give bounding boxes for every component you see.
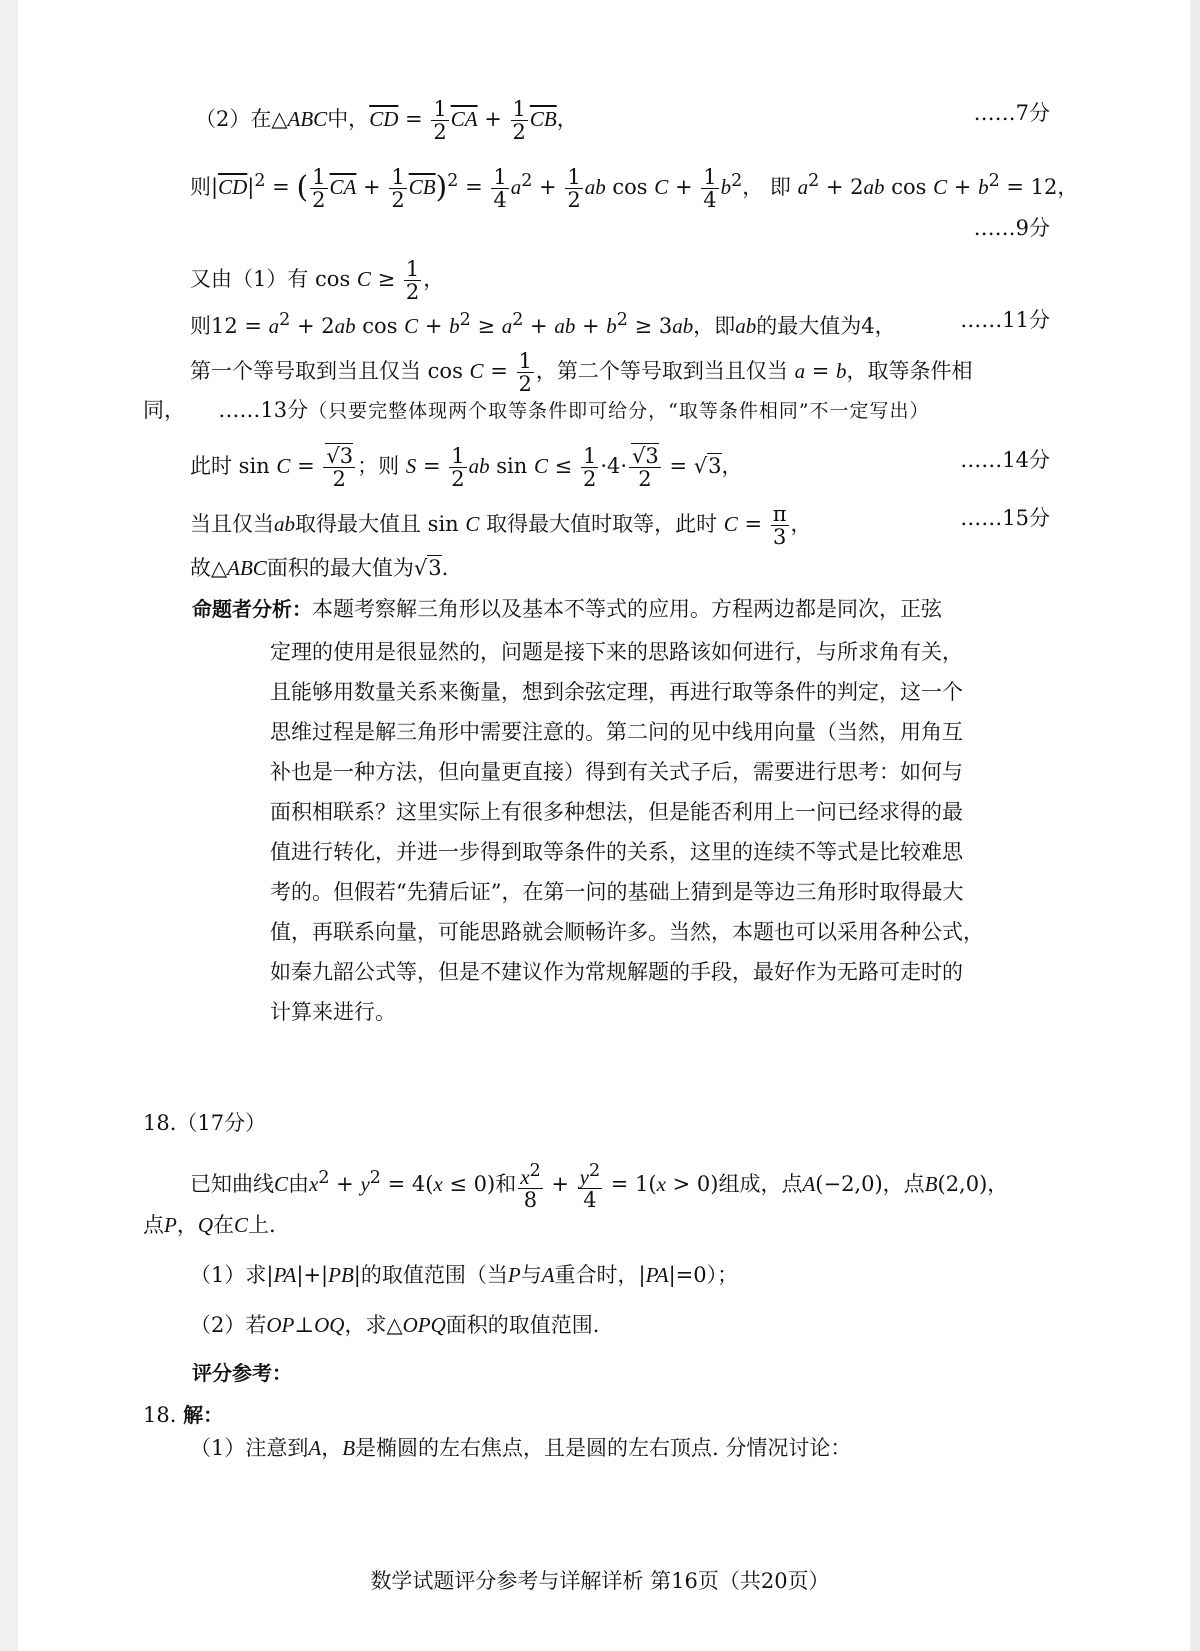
analysis-line: 考的。但假若“先猜后证”，在第一问的基础上猜到是等边三角形时取得最大 (270, 880, 964, 904)
score-15: ……15分 (960, 506, 1050, 530)
solution-line-ineq-chain: 则$12 = a^2 + 2ab$ $\cos C + b^2 \ge a^2$ + ab + $b^2 \ge 3ab$，即ab的最大值为4， (190, 310, 896, 338)
q18-stem: 已知曲线C由$x^2 + y^2 = 4(x \le 0)$和 $\frac{x^2}{8}$ + $\frac{y^2}{4}$ = 1(x > 0)组成，点A(−2,0)，点B(2,0)， (190, 1161, 1009, 1212)
analysis-line: 且能够用数量关系来衡量，想到余弦定理，再进行取等条件的判定，这一个 (270, 680, 963, 704)
solution-number: 18. (143, 1403, 177, 1427)
score-11: ……11分 (960, 308, 1050, 332)
q18-stem-end: 点P，Q在C上. (143, 1213, 276, 1237)
score-13-note: （只要完整体现两个取等条件即可给分，“取等条件相同”不一定写出） (308, 400, 930, 422)
page-footer: 数学试题评分参考与详解详析 第16页（共20页） (370, 1569, 830, 1593)
score-14: ……14分 (960, 448, 1050, 472)
analysis-line: 定理的使用是很显然的，问题是接下来的思路该如何进行，与所求角有关， (270, 640, 963, 664)
q18-solution-1: （1）注意到A，B是椭圆的左右焦点，且是圆的左右顶点. 分情况讨论： (190, 1436, 852, 1460)
score-7: ……7分 (973, 101, 1050, 125)
analysis-line: 思维过程是解三角形中需要注意的。第二问的见中线用向量（当然，用角互 (270, 720, 963, 744)
solution-line-cos-bound: 又由（1）有 cos C ≥ $\frac{1}{2}$ ， (190, 257, 445, 304)
analysis-label: 命题者分析： (192, 597, 312, 621)
scan-edge-left (0, 0, 18, 1651)
solution-conclusion: 故△ABC面积的最大值为√3. (190, 556, 449, 580)
solution-line-area-bound: 此时 sin C = $\frac{√3}{2}$ ；则 S = $\frac{1}{2}$ ab sin C ≤ $\frac{1}{2}$ ·4· $\frac{√3}{2}$ = √3， (190, 444, 743, 491)
solution-line-cd-squared: 则$|\overline{CD}|^2$ = ( $\frac{1}{2}$ $\overline{CA}$ + $\frac{1}{2}$ $\overline{CB})^2$ = $\frac{1}{4}$ $a^2$ + $\frac{1}{2}$ ab cos C + $\frac{1}{4}$ $b^2$， 即 $a^2 + 2ab$ $\cos C + b^2 = 12$， (190, 165, 1079, 212)
q18-sub2: （2）若OP⊥OQ，求△OPQ面积的取值范围. (190, 1313, 600, 1337)
q18-score-reference (192, 1358, 292, 1388)
score-reference-label: 评分参考： (192, 1361, 292, 1385)
q18-sub1: （1）求|PA|+|PB|的取值范围（当P与A重合时，|PA|=0）； (190, 1263, 739, 1287)
analysis-first-line (192, 594, 942, 624)
analysis-line: 补也是一种方法，但向量更直接）得到有关式子后，需要进行思考：如何与 (270, 760, 963, 784)
solution-line-same: 同， ……13分（只要完整体现两个取等条件即可给分，“取等条件相同”不一定写出） (143, 398, 930, 422)
solution-line-eq-conditions: 第一个等号取到当且仅当 cos C = $\frac{1}{2}$ ，第二个等号取到当且仅当 a = b，取等条件相 (190, 349, 973, 396)
solution-label: 解： (183, 1403, 224, 1427)
solution-line-max-condition: 当且仅当ab取得最大值且 sin C 取得最大值时取等，此时 C = $\frac{\pi}{3}$ ， (190, 502, 812, 549)
analysis-line: 值进行转化，并进一步得到取等条件的关系，这里的连续不等式是比较难思 (270, 840, 963, 864)
scan-edge-right (1190, 0, 1200, 1651)
analysis-line-1: 本题考察解三角形以及基本不等式的应用。方程两边都是同次，正弦 (312, 597, 942, 621)
score-13: ……13分 (218, 398, 309, 422)
analysis-paragraph (270, 632, 1050, 1032)
analysis-line: 值，再联系向量，可能思路就会顺畅许多。当然，本题也可以采用各种公式， (270, 920, 984, 944)
analysis-line: 面积相联系？这里实际上有很多种想法，但是能否利用上一问已经求得的最 (270, 800, 963, 824)
q18-header: 18.（17分） (143, 1111, 267, 1135)
analysis-line: 如秦九韶公式等，但是不建议作为常规解题的手段，最好作为无路可走时的 (270, 960, 963, 984)
solution-line-cd-vector: （2）在△ABC中，$\overline{CD}$ = $\frac{1}{2}$ $\overline{CA}$ + $\frac{1}{2}$ $\overline{CB}$， (195, 97, 578, 144)
q18-solution-header (143, 1400, 223, 1430)
analysis-line: 计算来进行。 (270, 1000, 396, 1024)
score-9: ……9分 (973, 216, 1050, 240)
